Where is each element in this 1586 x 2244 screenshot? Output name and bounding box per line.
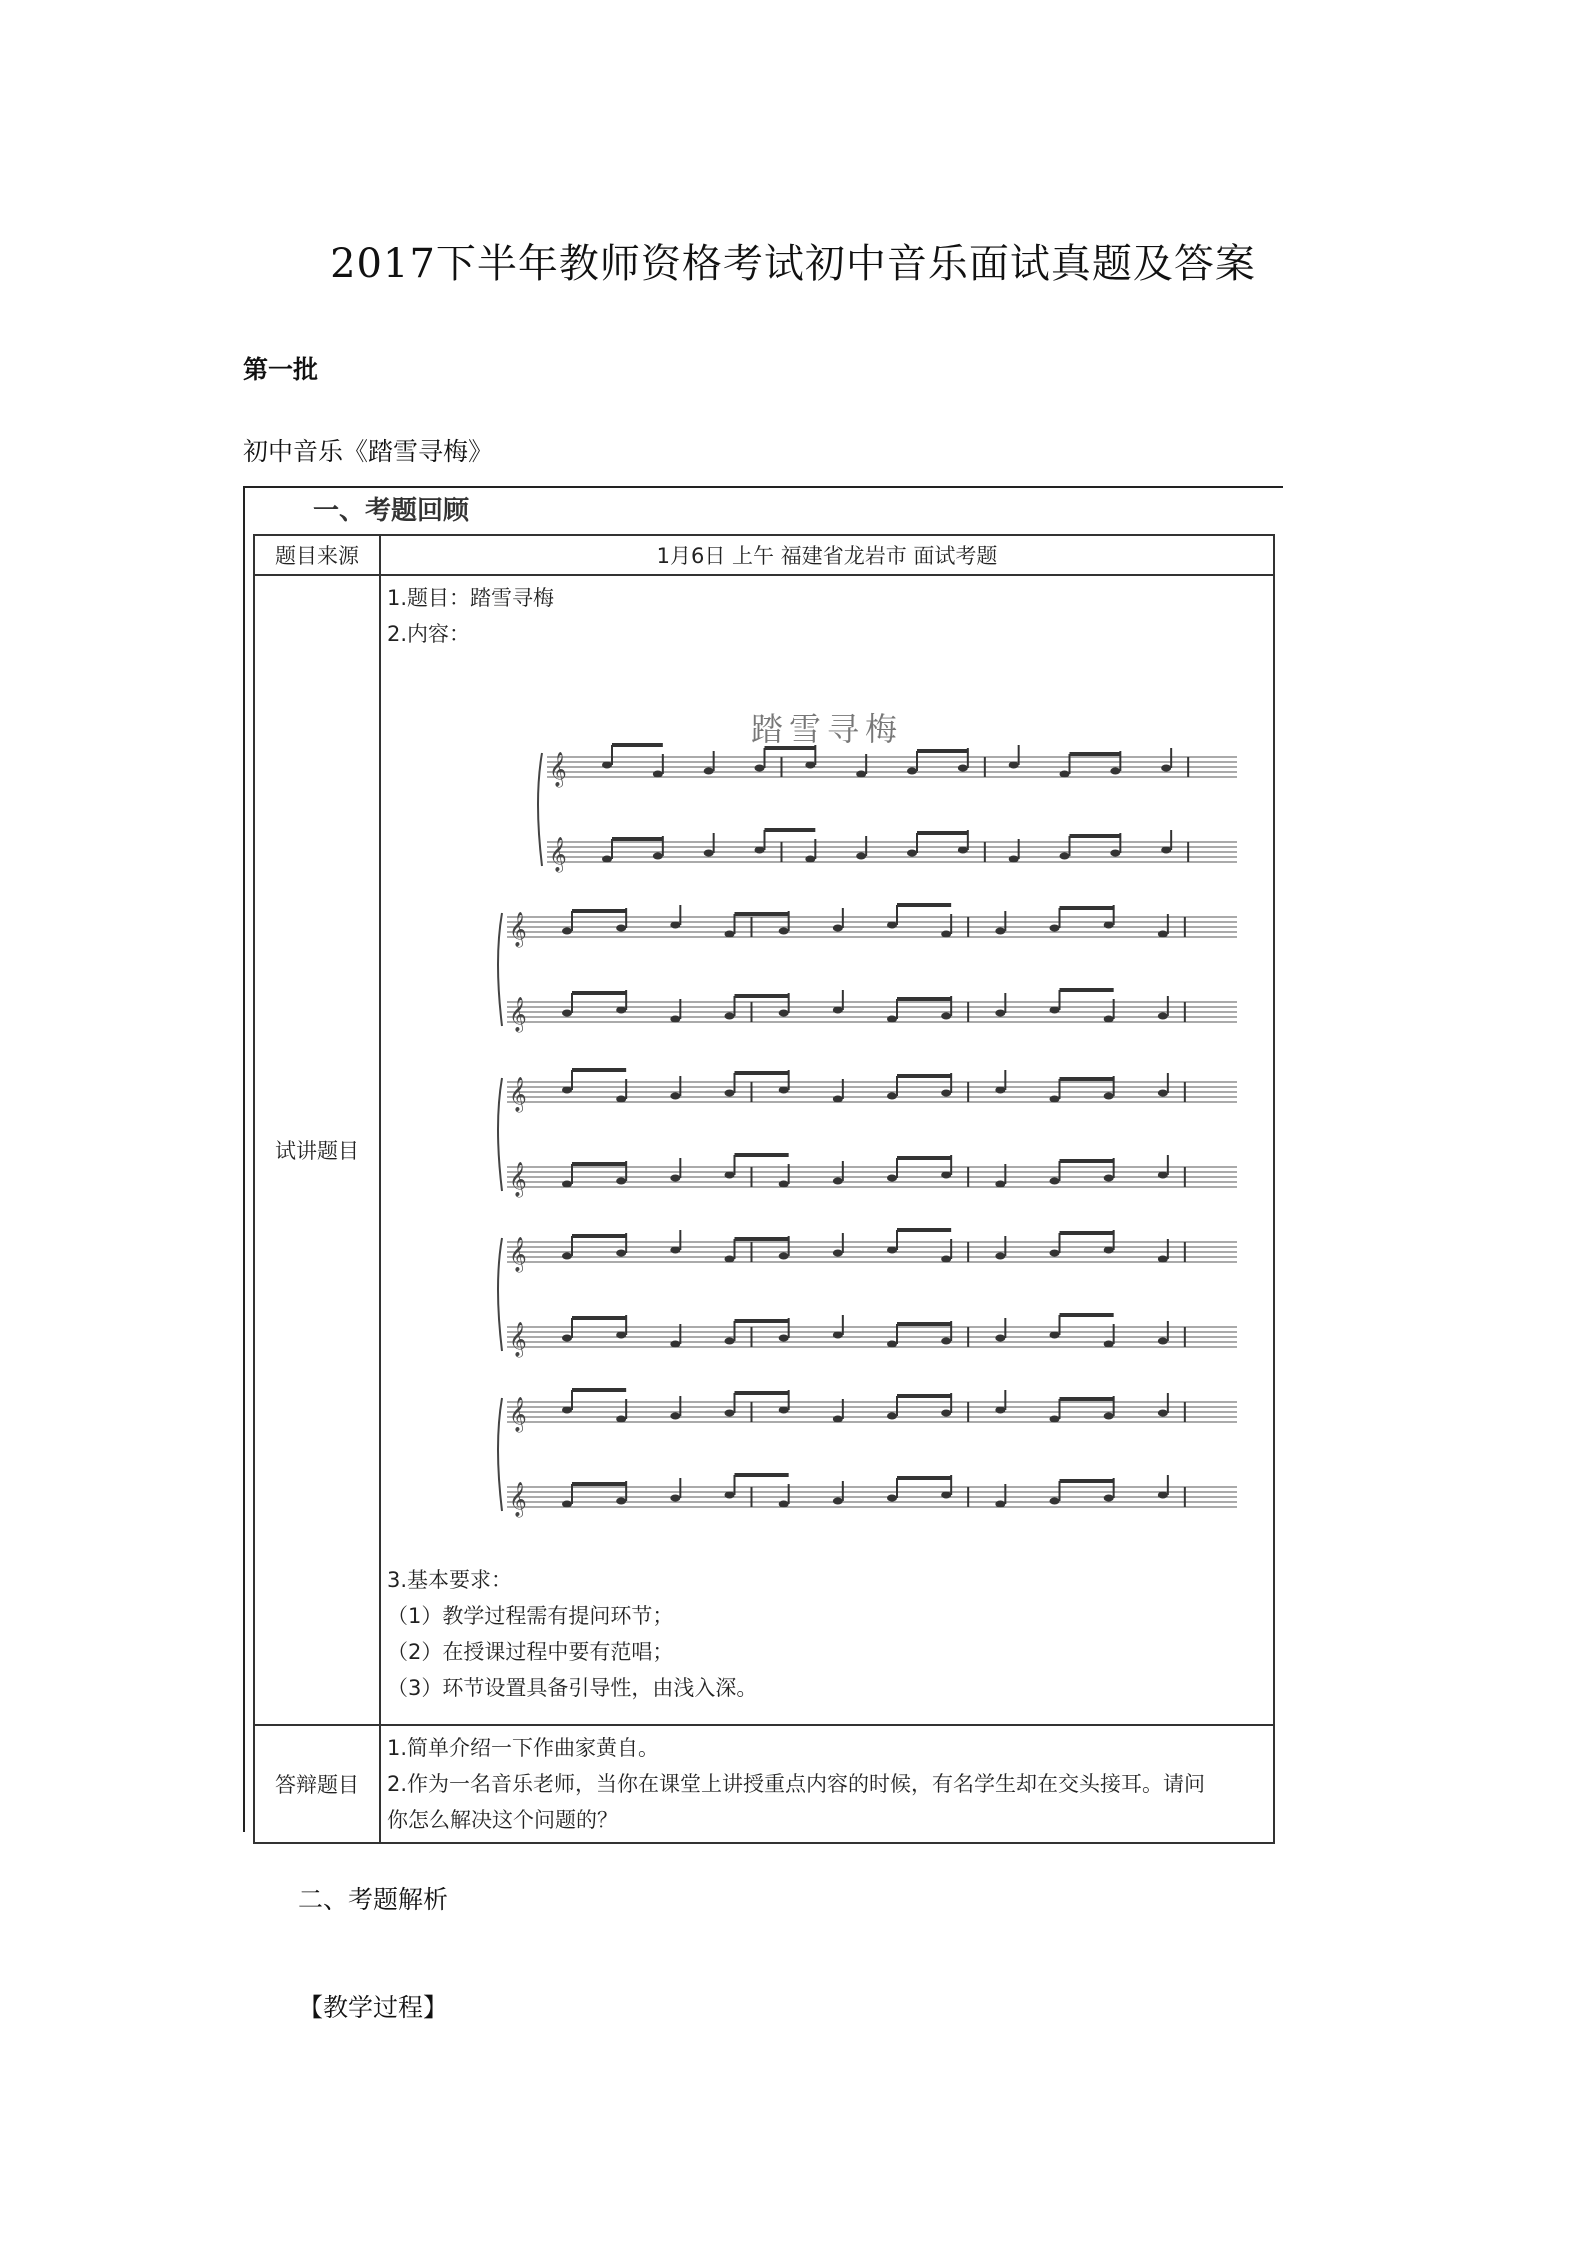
requirements-title: 3.基本要求： — [387, 1568, 513, 1592]
note-head — [779, 928, 789, 935]
table-row-defense — [254, 1725, 1274, 1843]
note-head — [704, 768, 714, 775]
trial-content-cell — [380, 575, 1274, 1725]
note-head — [907, 768, 917, 775]
note-head — [562, 1501, 572, 1508]
note-head — [616, 1498, 626, 1505]
note-head — [1158, 1492, 1168, 1499]
note-head — [1158, 1256, 1168, 1263]
defense-question-2-cont: 你怎么解决这个问题的？ — [387, 1808, 618, 1832]
note-head — [755, 847, 765, 854]
note-head — [1050, 925, 1060, 932]
note-head — [1104, 1175, 1114, 1182]
sheet-music — [387, 662, 1267, 1562]
document-title: 2017下半年教师资格考试初中音乐面试真题及答案 — [330, 241, 1256, 287]
system-brace — [498, 1238, 502, 1351]
note-head — [670, 1093, 680, 1100]
defense-question-2: 2.作为一名音乐老师，当你在课堂上讲授重点内容的时候，有名学生却在交头接耳。请问 — [387, 1772, 1206, 1796]
table-row-source — [254, 535, 1274, 575]
note-head — [602, 856, 612, 863]
note-head — [725, 1090, 735, 1097]
note-head — [941, 1013, 951, 1020]
note-head — [725, 1338, 735, 1345]
note-head — [653, 771, 663, 778]
system-brace — [538, 753, 542, 866]
note-head — [1158, 1410, 1168, 1417]
note-head — [616, 925, 626, 932]
note-head — [833, 1178, 843, 1185]
note-head — [995, 1501, 1005, 1508]
note-head — [779, 1010, 789, 1017]
teaching-process-heading: 【教学过程】 — [298, 1993, 449, 2022]
note-head — [779, 1181, 789, 1188]
note-head — [907, 850, 917, 857]
note-head — [995, 1335, 1005, 1342]
note-head — [1110, 768, 1120, 775]
note-head — [1050, 1332, 1060, 1339]
note-head — [616, 1416, 626, 1423]
note-head — [1050, 1250, 1060, 1257]
note-head — [725, 1492, 735, 1499]
review-heading: 一、考题回顾 — [313, 496, 470, 526]
note-head — [1104, 1341, 1114, 1348]
note-head — [833, 1096, 843, 1103]
note-head — [958, 765, 968, 772]
note-head — [670, 1495, 680, 1502]
note-head — [1104, 1495, 1114, 1502]
note-head — [941, 1410, 951, 1417]
note-head — [887, 1341, 897, 1348]
note-head — [562, 1335, 572, 1342]
system-brace — [498, 1078, 502, 1191]
note-head — [725, 1256, 735, 1263]
note-head — [941, 1090, 951, 1097]
note-head — [755, 765, 765, 772]
note-head — [995, 1407, 1005, 1414]
note-head — [562, 1087, 572, 1094]
note-head — [833, 1250, 843, 1257]
note-head — [602, 762, 612, 769]
note-head — [616, 1178, 626, 1185]
treble-clef-icon: 𝄞 — [509, 997, 527, 1032]
note-head — [725, 931, 735, 938]
treble-clef-icon: 𝄞 — [509, 912, 527, 947]
score-staves — [387, 662, 1267, 1562]
note-head — [653, 853, 663, 860]
note-head — [1009, 856, 1019, 863]
note-head — [562, 1407, 572, 1414]
note-head — [670, 922, 680, 929]
note-head — [670, 1247, 680, 1254]
note-head — [1158, 1090, 1168, 1097]
source-value: 1月6日 上午 福建省龙岩市 面试考题 — [380, 535, 1274, 575]
note-head — [562, 1253, 572, 1260]
note-head — [725, 1172, 735, 1179]
exam-review-figure — [243, 486, 1283, 1832]
batch-heading: 第一批 — [243, 355, 319, 384]
note-head — [616, 1250, 626, 1257]
note-head — [941, 1492, 951, 1499]
system-brace — [498, 913, 502, 1026]
note-head — [562, 1010, 572, 1017]
note-head — [616, 1096, 626, 1103]
note-head — [1104, 1247, 1114, 1254]
note-head — [805, 856, 815, 863]
note-head — [562, 1181, 572, 1188]
note-head — [941, 1172, 951, 1179]
note-head — [779, 1335, 789, 1342]
note-head — [725, 1013, 735, 1020]
note-head — [833, 925, 843, 932]
note-head — [779, 1501, 789, 1508]
note-head — [616, 1007, 626, 1014]
note-head — [887, 1175, 897, 1182]
note-head — [958, 847, 968, 854]
requirement-item: （3）环节设置具备引导性，由浅入深。 — [387, 1676, 758, 1700]
note-head — [887, 1093, 897, 1100]
analysis-heading: 二、考题解析 — [298, 1885, 449, 1914]
note-head — [779, 1087, 789, 1094]
note-head — [616, 1332, 626, 1339]
treble-clef-icon: 𝄞 — [509, 1077, 527, 1112]
note-head — [670, 1016, 680, 1023]
figure-top-border — [243, 486, 1283, 488]
note-head — [1104, 1016, 1114, 1023]
note-head — [941, 931, 951, 938]
note-head — [805, 762, 815, 769]
treble-clef-icon: 𝄞 — [509, 1237, 527, 1272]
note-head — [1050, 1178, 1060, 1185]
note-head — [887, 1016, 897, 1023]
note-head — [887, 1495, 897, 1502]
note-head — [1060, 853, 1070, 860]
note-head — [833, 1416, 843, 1423]
defense-label: 答辩题目 — [254, 1725, 380, 1843]
treble-clef-icon: 𝄞 — [509, 1482, 527, 1517]
treble-clef-icon: 𝄞 — [549, 752, 567, 787]
note-head — [1104, 1093, 1114, 1100]
note-head — [856, 853, 866, 860]
note-head — [562, 928, 572, 935]
trial-label: 试讲题目 — [254, 575, 380, 1725]
note-head — [941, 1256, 951, 1263]
note-head — [1110, 850, 1120, 857]
note-head — [995, 1087, 1005, 1094]
note-head — [1050, 1498, 1060, 1505]
note-head — [779, 1253, 789, 1260]
requirement-item: （2）在授课过程中要有范唱； — [387, 1640, 674, 1664]
note-head — [1009, 762, 1019, 769]
note-head — [1104, 1413, 1114, 1420]
note-head — [670, 1413, 680, 1420]
treble-clef-icon: 𝄞 — [509, 1322, 527, 1357]
source-label: 题目来源 — [254, 535, 380, 575]
note-head — [1050, 1096, 1060, 1103]
system-brace — [498, 1398, 502, 1511]
note-head — [1060, 771, 1070, 778]
requirement-item: （1）教学过程需有提问环节； — [387, 1604, 674, 1628]
note-head — [1158, 1172, 1168, 1179]
note-head — [704, 850, 714, 857]
note-head — [1158, 931, 1168, 938]
note-head — [995, 1010, 1005, 1017]
note-head — [995, 1181, 1005, 1188]
note-head — [1161, 847, 1171, 854]
note-head — [833, 1498, 843, 1505]
note-head — [887, 1413, 897, 1420]
trial-topic: 1.题目：踏雪寻梅 — [387, 586, 555, 610]
score-title: 踏雪寻梅 — [750, 710, 903, 748]
note-head — [1050, 1007, 1060, 1014]
treble-clef-icon: 𝄞 — [509, 1162, 527, 1197]
note-head — [779, 1407, 789, 1414]
note-head — [833, 1007, 843, 1014]
note-head — [1158, 1338, 1168, 1345]
defense-question-1: 1.简单介绍一下作曲家黄自。 — [387, 1736, 660, 1760]
note-head — [670, 1341, 680, 1348]
note-head — [1158, 1013, 1168, 1020]
note-head — [670, 1175, 680, 1182]
note-head — [1050, 1416, 1060, 1423]
defense-content-cell — [380, 1725, 1274, 1843]
note-head — [941, 1338, 951, 1345]
treble-clef-icon: 𝄞 — [549, 837, 567, 872]
song-line: 初中音乐《踏雪寻梅》 — [243, 437, 494, 466]
note-head — [995, 1253, 1005, 1260]
note-head — [833, 1332, 843, 1339]
note-head — [856, 771, 866, 778]
note-head — [1104, 922, 1114, 929]
figure-left-border — [243, 486, 245, 1832]
trial-content-label: 2.内容： — [387, 622, 471, 646]
note-head — [725, 1410, 735, 1417]
note-head — [887, 922, 897, 929]
treble-clef-icon: 𝄞 — [509, 1397, 527, 1432]
note-head — [887, 1247, 897, 1254]
note-head — [1161, 765, 1171, 772]
note-head — [995, 928, 1005, 935]
exam-table — [253, 534, 1275, 1844]
table-row-trial — [254, 575, 1274, 1725]
